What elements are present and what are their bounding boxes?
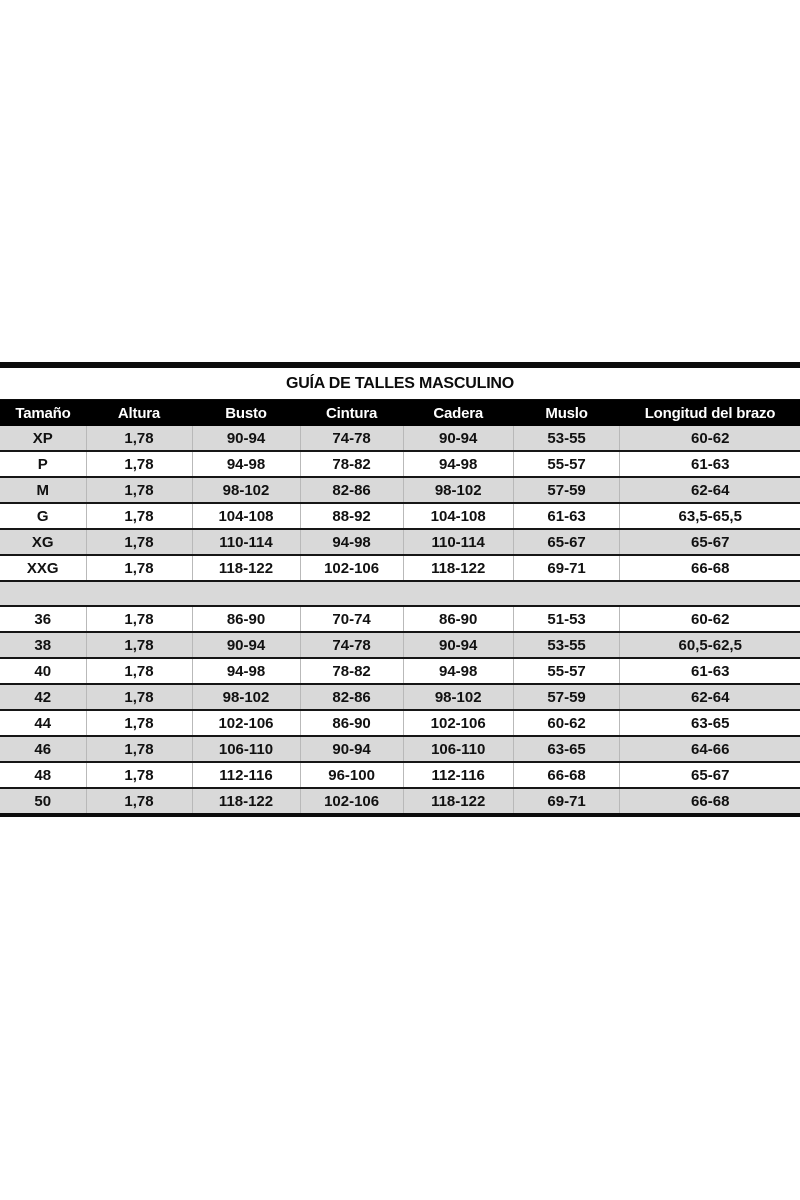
value-cell: 55-57 [513,658,620,684]
value-cell: 62-64 [620,684,800,710]
table-row [0,477,800,503]
value-cell: 78-82 [300,658,403,684]
size-guide [0,362,800,817]
value-cell: 63,5-65,5 [620,503,800,529]
value-cell: 62-64 [620,477,800,503]
value-cell: 57-59 [513,684,620,710]
value-cell: 110-114 [403,529,513,555]
value-cell: 1,78 [86,451,192,477]
value-cell: 63-65 [620,710,800,736]
size-cell: 40 [0,658,86,684]
value-cell: 70-74 [300,606,403,632]
size-cell: 50 [0,788,86,815]
column-header-4: Cintura [300,400,403,427]
value-cell: 51-53 [513,606,620,632]
value-cell: 86-90 [300,710,403,736]
value-cell: 94-98 [403,451,513,477]
value-cell: 94-98 [300,529,403,555]
value-cell: 55-57 [513,451,620,477]
value-cell: 1,78 [86,555,192,581]
size-cell: XXG [0,555,86,581]
value-cell: 1,78 [86,606,192,632]
value-cell: 104-108 [192,503,300,529]
size-cell: XG [0,529,86,555]
table-row [0,606,800,632]
value-cell: 102-106 [300,555,403,581]
table-row [0,529,800,555]
value-cell: 53-55 [513,426,620,451]
size-cell: G [0,503,86,529]
size-cell: 44 [0,710,86,736]
value-cell: 94-98 [192,451,300,477]
value-cell: 1,78 [86,426,192,451]
value-cell: 94-98 [192,658,300,684]
value-cell: 90-94 [403,632,513,658]
column-header-1: Tamaño [0,400,86,427]
value-cell: 86-90 [192,606,300,632]
value-cell: 1,78 [86,529,192,555]
value-cell: 69-71 [513,555,620,581]
table-row [0,788,800,815]
value-cell: 106-110 [192,736,300,762]
value-cell: 110-114 [192,529,300,555]
value-cell: 60-62 [513,710,620,736]
value-cell: 106-110 [403,736,513,762]
value-cell: 66-68 [513,762,620,788]
value-cell: 1,78 [86,762,192,788]
table-row [0,762,800,788]
value-cell: 61-63 [513,503,620,529]
value-cell: 65-67 [620,529,800,555]
value-cell: 64-66 [620,736,800,762]
value-cell: 61-63 [620,658,800,684]
value-cell: 60,5-62,5 [620,632,800,658]
size-cell: 42 [0,684,86,710]
table-title: GUÍA DE TALLES MASCULINO [0,365,800,400]
value-cell: 60-62 [620,606,800,632]
value-cell: 90-94 [192,426,300,451]
value-cell: 104-108 [403,503,513,529]
value-cell: 66-68 [620,555,800,581]
value-cell: 118-122 [192,555,300,581]
column-header-7: Longitud del brazo [620,400,800,427]
value-cell: 1,78 [86,736,192,762]
table-row [0,658,800,684]
value-cell: 69-71 [513,788,620,815]
value-cell: 94-98 [403,658,513,684]
value-cell: 90-94 [403,426,513,451]
value-cell: 57-59 [513,477,620,503]
size-cell: M [0,477,86,503]
size-cell: 38 [0,632,86,658]
value-cell: 82-86 [300,477,403,503]
value-cell: 90-94 [300,736,403,762]
table-row [0,684,800,710]
size-cell: P [0,451,86,477]
value-cell: 86-90 [403,606,513,632]
value-cell: 65-67 [620,762,800,788]
value-cell: 1,78 [86,632,192,658]
value-cell: 74-78 [300,632,403,658]
table-row [0,632,800,658]
value-cell: 98-102 [403,477,513,503]
table-row [0,736,800,762]
value-cell: 98-102 [403,684,513,710]
header-row [0,400,800,427]
value-cell: 102-106 [403,710,513,736]
value-cell: 61-63 [620,451,800,477]
value-cell: 1,78 [86,788,192,815]
value-cell: 88-92 [300,503,403,529]
value-cell: 96-100 [300,762,403,788]
size-guide-table [0,362,800,817]
value-cell: 78-82 [300,451,403,477]
value-cell: 74-78 [300,426,403,451]
size-cell: 36 [0,606,86,632]
value-cell: 66-68 [620,788,800,815]
value-cell: 98-102 [192,477,300,503]
column-header-2: Altura [86,400,192,427]
value-cell: 53-55 [513,632,620,658]
value-cell: 90-94 [192,632,300,658]
value-cell: 1,78 [86,503,192,529]
value-cell: 118-122 [192,788,300,815]
size-cell: 46 [0,736,86,762]
value-cell: 63-65 [513,736,620,762]
size-cell: XP [0,426,86,451]
column-header-3: Busto [192,400,300,427]
table-row [0,451,800,477]
column-header-6: Muslo [513,400,620,427]
value-cell: 102-106 [192,710,300,736]
value-cell: 1,78 [86,710,192,736]
size-cell: 48 [0,762,86,788]
table-row [0,555,800,581]
value-cell: 1,78 [86,684,192,710]
value-cell: 118-122 [403,555,513,581]
table-row [0,503,800,529]
table-row [0,710,800,736]
value-cell: 118-122 [403,788,513,815]
value-cell: 112-116 [403,762,513,788]
value-cell: 1,78 [86,658,192,684]
value-cell: 102-106 [300,788,403,815]
value-cell: 98-102 [192,684,300,710]
table-body [0,426,800,815]
value-cell: 112-116 [192,762,300,788]
column-header-5: Cadera [403,400,513,427]
section-spacer-row [0,581,800,606]
value-cell: 60-62 [620,426,800,451]
spacer-cell [0,581,800,606]
value-cell: 65-67 [513,529,620,555]
title-row [0,365,800,400]
value-cell: 82-86 [300,684,403,710]
value-cell: 1,78 [86,477,192,503]
table-row [0,426,800,451]
